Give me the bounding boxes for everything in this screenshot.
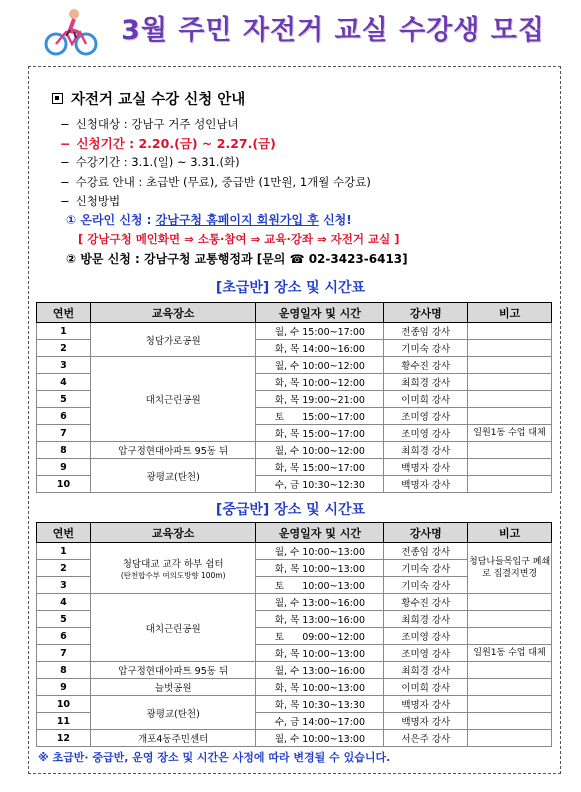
note-cell: 청담나들목입구 폐쇄로 집결지변경	[468, 543, 552, 594]
intermediate-table	[36, 522, 552, 747]
place-cell: 대치근린공원	[90, 594, 256, 662]
info-course-period: − 수강기간 : 3.1.(일) ~ 3.31.(화)	[60, 155, 240, 169]
place-cell: 청담대교 교각 하부 쉼터 (탄천합수부 여의도방향 100m)	[90, 543, 256, 594]
table-row: 4 화, 목 10:00~12:00 최희경 강사	[37, 374, 552, 391]
info-fee: − 수강료 안내 : 초급반 (무료), 중급반 (1만원, 1개월 수강료)	[60, 175, 371, 189]
place-cell: 청담가로공원	[90, 323, 256, 357]
header-schedule: 운영일자 및 시간	[256, 303, 384, 323]
place-cell: 광평교(탄천)	[90, 696, 256, 730]
table-row: 5 화, 목 13:00~16:00 최희경 강사	[37, 611, 552, 628]
table-row: 6 토 15:00~17:00 조미영 강사	[37, 408, 552, 425]
intermediate-table-title: [중급반] 장소 및 시간표	[215, 502, 366, 518]
table-row: 12 개포4동주민센터 월, 수 10:00~13:00 서은주 강사	[37, 730, 552, 747]
header-no: 연번	[37, 303, 91, 323]
table-row: 1 청담대교 교각 하부 쉼터 (탄천합수부 여의도방향 100m) 월, 수 10:00~13:00 전종임 강사 청담나들목입구 폐쇄로 집결지변경	[37, 543, 552, 560]
table-row: 9 늘벗공원 화, 목 10:00~13:00 이미희 강사	[37, 679, 552, 696]
page-title: 3월 주민 자전거 교실 수강생 모집	[121, 15, 545, 46]
cyclist-icon	[44, 6, 98, 58]
header-note: 비고	[468, 523, 552, 543]
table-row: 8 압구정현대아파트 95동 뒤 월, 수 10:00~12:00 최희경 강사	[37, 442, 552, 459]
header-no: 연번	[37, 523, 91, 543]
header-note: 비고	[468, 303, 552, 323]
online-application: ① 온라인 신청 : 강남구청 홈페이지 회원가입 후 신청!	[66, 213, 352, 227]
section-heading-text: 자전거 교실 수강 신청 안내	[71, 92, 246, 108]
header-place: 교육장소	[90, 523, 256, 543]
beginner-table	[36, 302, 552, 493]
place-cell: 압구정현대아파트 95동 뒤	[90, 442, 256, 459]
place-cell: 늘벗공원	[90, 679, 256, 696]
header-instructor: 강사명	[384, 303, 468, 323]
visit-application: ② 방문 신청 : 강남구청 교통행정과 [문의 ☎ 02-3423-6413]	[66, 252, 408, 266]
table-row: 1 청담가로공원 월, 수 15:00~17:00 전종임 강사	[37, 323, 552, 340]
info-period: − 신청기간 : 2.20.(금) ~ 2.27.(금)	[60, 136, 276, 151]
table-row: 3 대치근린공원 월, 수 10:00~12:00 황수진 강사	[37, 357, 552, 374]
info-method: − 신청방법	[60, 194, 121, 208]
table-header-row	[37, 523, 552, 543]
square-bullet-icon	[52, 93, 63, 104]
note-cell: 일원1동 수업 대체	[468, 425, 552, 442]
table-row: 7 화, 목 10:00~13:00 조미영 강사 일원1동 수업 대체	[37, 645, 552, 662]
place-cell: 광평교(탄천)	[90, 459, 256, 493]
header-schedule: 운영일자 및 시간	[256, 523, 384, 543]
header-place: 교육장소	[90, 303, 256, 323]
online-path: [ 강남구청 메인화면 ⇒ 소통·참여 ⇒ 교육·강좌 ⇒ 자전거 교실 ]	[78, 232, 400, 246]
table-row: 2 화, 목 10:00~13:00 기미숙 강사	[37, 560, 552, 577]
place-cell: 압구정현대아파트 95동 뒤	[90, 662, 256, 679]
table-row: 11 수, 금 14:00~17:00 백명자 강사	[37, 713, 552, 730]
table-row: 4 대치근린공원 월, 수 13:00~16:00 황수진 강사	[37, 594, 552, 611]
table-row: 10 수, 금 10:30~12:30 백명자 강사	[37, 476, 552, 493]
info-target: − 신청대상 : 강남구 거주 성인남녀	[60, 117, 239, 131]
section-heading	[52, 88, 245, 109]
beginner-table-title: [초급반] 장소 및 시간표	[215, 280, 366, 296]
table-row: 3 토 10:00~13:00 기미숙 강사	[37, 577, 552, 594]
title-bar	[0, 0, 581, 62]
note-cell: 일원1동 수업 대체	[468, 645, 552, 662]
table-row: 6 토 09:00~12:00 조미영 강사	[37, 628, 552, 645]
place-cell: 개포4동주민센터	[90, 730, 256, 747]
place-cell: 대치근린공원	[90, 357, 256, 442]
table-row: 7 화, 목 15:00~17:00 조미영 강사 일원1동 수업 대체	[37, 425, 552, 442]
table-row: 5 화, 목 19:00~21:00 이미희 강사	[37, 391, 552, 408]
table-row: 9 광평교(탄천) 화, 목 15:00~17:00 백명자 강사	[37, 459, 552, 476]
table-row: 10 광평교(탄천) 화, 목 10:30~13:30 백명자 강사	[37, 696, 552, 713]
footer-notice: ※ 초급반· 중급반, 운영 장소 및 시간은 사정에 따라 변경될 수 있습니다.	[38, 751, 391, 764]
table-row: 2 화, 목 14:00~16:00 기미숙 강사	[37, 340, 552, 357]
table-header-row	[37, 303, 552, 323]
table-row: 8 압구정현대아파트 95동 뒤 월, 수 13:00~16:00 최희경 강사	[37, 662, 552, 679]
header-instructor: 강사명	[384, 523, 468, 543]
